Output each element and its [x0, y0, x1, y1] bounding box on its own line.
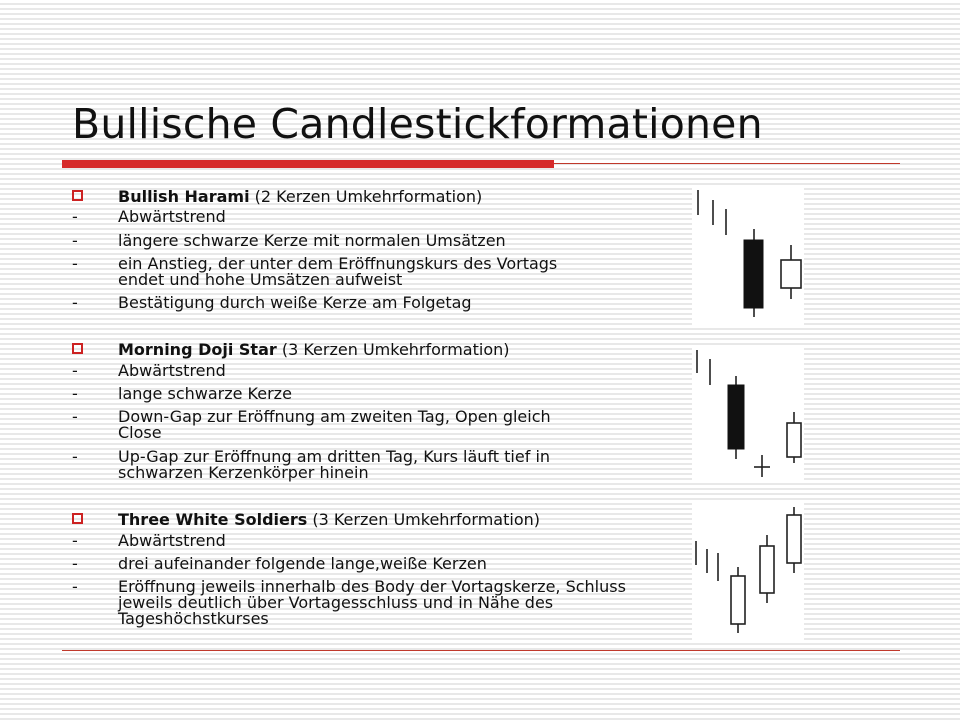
dash-marker: - — [72, 577, 78, 596]
dash-marker: - — [72, 361, 78, 380]
dash-marker: - — [72, 207, 78, 226]
three-white-soldiers-candles-icon — [692, 503, 804, 640]
list-item-text: lange schwarze Kerze — [118, 384, 292, 403]
dash-marker: - — [72, 293, 78, 312]
pattern-detail: (2 Kerzen Umkehrformation) — [249, 187, 483, 206]
footer-rule — [62, 650, 900, 651]
dash-marker: - — [72, 231, 78, 250]
square-bullet-icon — [72, 343, 83, 354]
list-item-text: Abwärtstrend — [118, 361, 226, 380]
pattern-detail: (3 Kerzen Umkehrformation) — [276, 340, 510, 359]
pattern-name: Bullish Harami — [118, 187, 250, 206]
list-item-text: Bestätigung durch weiße Kerze am Folgetag — [118, 293, 472, 312]
list-item-text: drei aufeinander folgende lange,weiße Kerzen — [118, 554, 487, 573]
list-item-text: Eröffnung jeweils innerhalb des Body der Vortagskerze, Schluss jeweils deutlich über Vortagesschluss und in Nähe des Tageshöchstkurses — [118, 577, 626, 628]
dash-marker: - — [72, 407, 78, 426]
pattern-detail: (3 Kerzen Umkehrformation) — [307, 510, 540, 529]
list-item-text: Up-Gap zur Eröffnung am dritten Tag, Kurs läuft tief in schwarzen Kerzenkörper hinein — [118, 447, 551, 482]
list-item-text: Down-Gap zur Eröffnung am zweiten Tag, Open gleich Close — [118, 407, 551, 442]
dash-marker: - — [72, 384, 78, 403]
list-item-text: längere schwarze Kerze mit normalen Umsätzen — [118, 231, 506, 250]
pattern-name: Three White Soldiers — [118, 510, 308, 529]
dash-marker: - — [72, 531, 78, 550]
pattern-name: Morning Doji Star — [118, 340, 277, 359]
slide-title: Bullische Candlestickformationen — [72, 100, 763, 148]
title-accent-bar — [62, 160, 554, 168]
square-bullet-icon — [72, 190, 83, 201]
square-bullet-icon — [72, 513, 83, 524]
list-item-text: ein Anstieg, der unter dem Eröffnungskurs des Vortags endet und hohe Umsätzen aufweist — [118, 254, 558, 289]
bullish-harami-candles-icon — [692, 185, 804, 325]
list-item-text: Abwärtstrend — [118, 207, 226, 226]
dash-marker: - — [72, 554, 78, 573]
list-item-text: Abwärtstrend — [118, 531, 226, 550]
dash-marker: - — [72, 447, 78, 466]
dash-marker: - — [72, 254, 78, 273]
morning-doji-star-candles-icon — [692, 345, 804, 483]
